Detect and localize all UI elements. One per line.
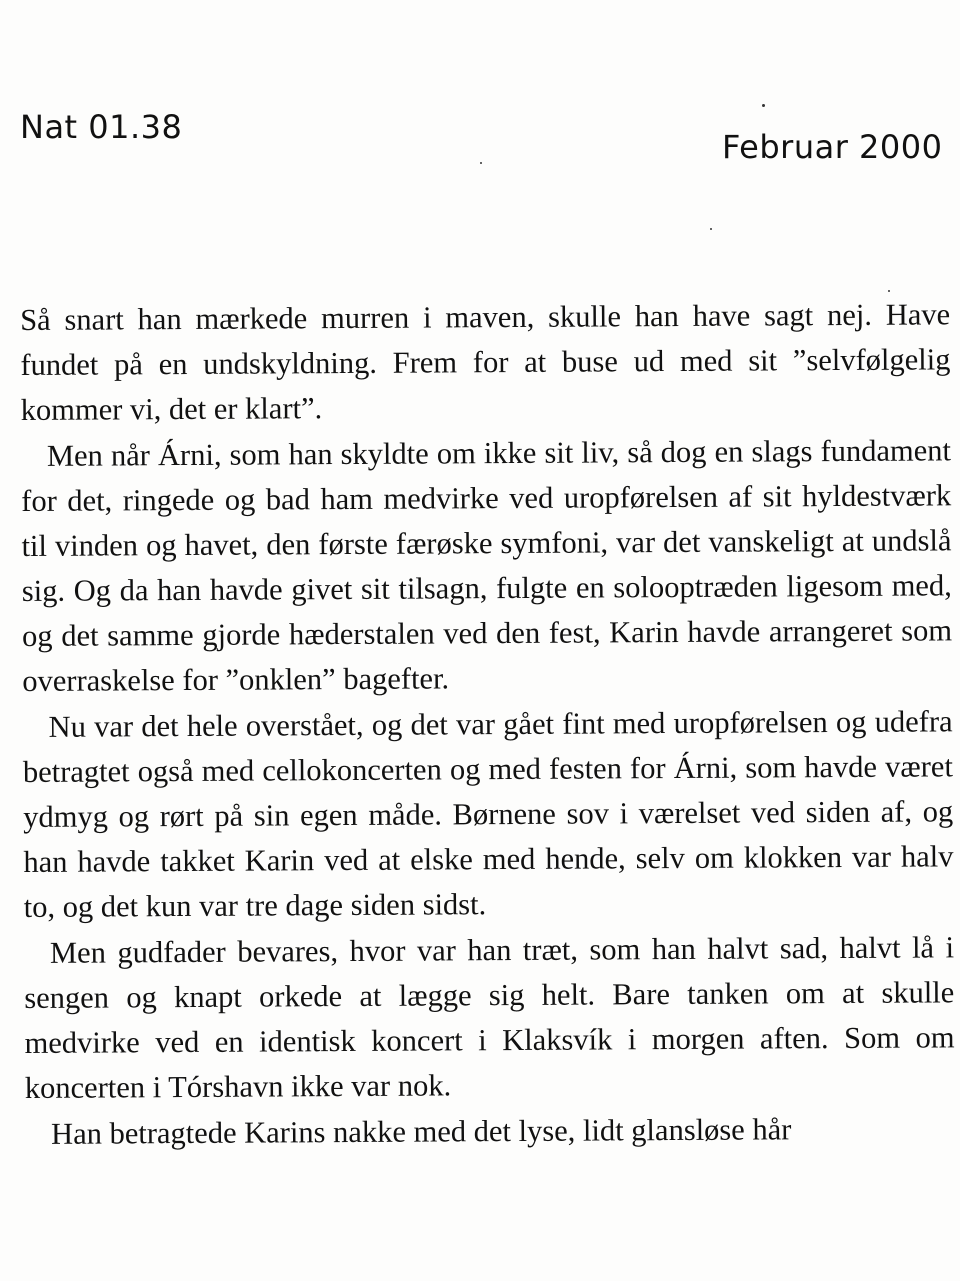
body-text <box>20 292 955 1157</box>
paragraph-1: Så snart han mærkede murren i maven, skulle han have sagt nej. Have fundet på en undskyldning. Frem for at buse ud med sit ”selvfølgelig kommer vi, det er klart”. <box>20 297 951 427</box>
paragraph-5: Han betragtede Karins nakke med det lyse, lidt glansløse hår <box>51 1112 792 1151</box>
print-speck <box>762 104 765 107</box>
paragraph-2: Men når Árni, som han skyldte om ikke sit liv, så dog en slags fundament for det, ringede og bad ham medvirke ved uropførelsen af sit hyldestværk til vinden og havet, den første færøske symfoni, var det vanskeligt at undslå sig. Og da han havde givet sit tilsagn, fulgte en solooptræden ligesom med, og det samme gjorde hæderstalen ved den fest, Karin havde arrangeret som overraskelse for ”onklen” bagefter. <box>21 433 953 698</box>
paragraph-4: Men gudfader bevares, hvor var han træt, som han halvt sad, halvt lå i sengen og knapt orkede at lægge sig helt. Bare tanken om at skulle medvirke ved en identisk koncert i Klaksvík i morgen aften. Som om koncerten i Tórshavn ikke var nok. <box>24 930 955 1105</box>
document-date: Februar 2000 <box>722 128 943 166</box>
paragraph-3: Nu var det hele overstået, og det var gået fint med uropførelsen og udefra betragtet også med cellokoncerten og med festen for Árni, som havde været ydmyg og rørt på sin egen måde. Børnene sov i værelset ved siden af, og han havde takket Karin ved at elske med hende, selv om klokken var halv to, og det kun var tre dage siden sidst. <box>22 704 954 924</box>
print-speck <box>710 228 712 230</box>
document-code: Nat 01.38 <box>20 108 183 146</box>
print-speck <box>480 162 482 164</box>
